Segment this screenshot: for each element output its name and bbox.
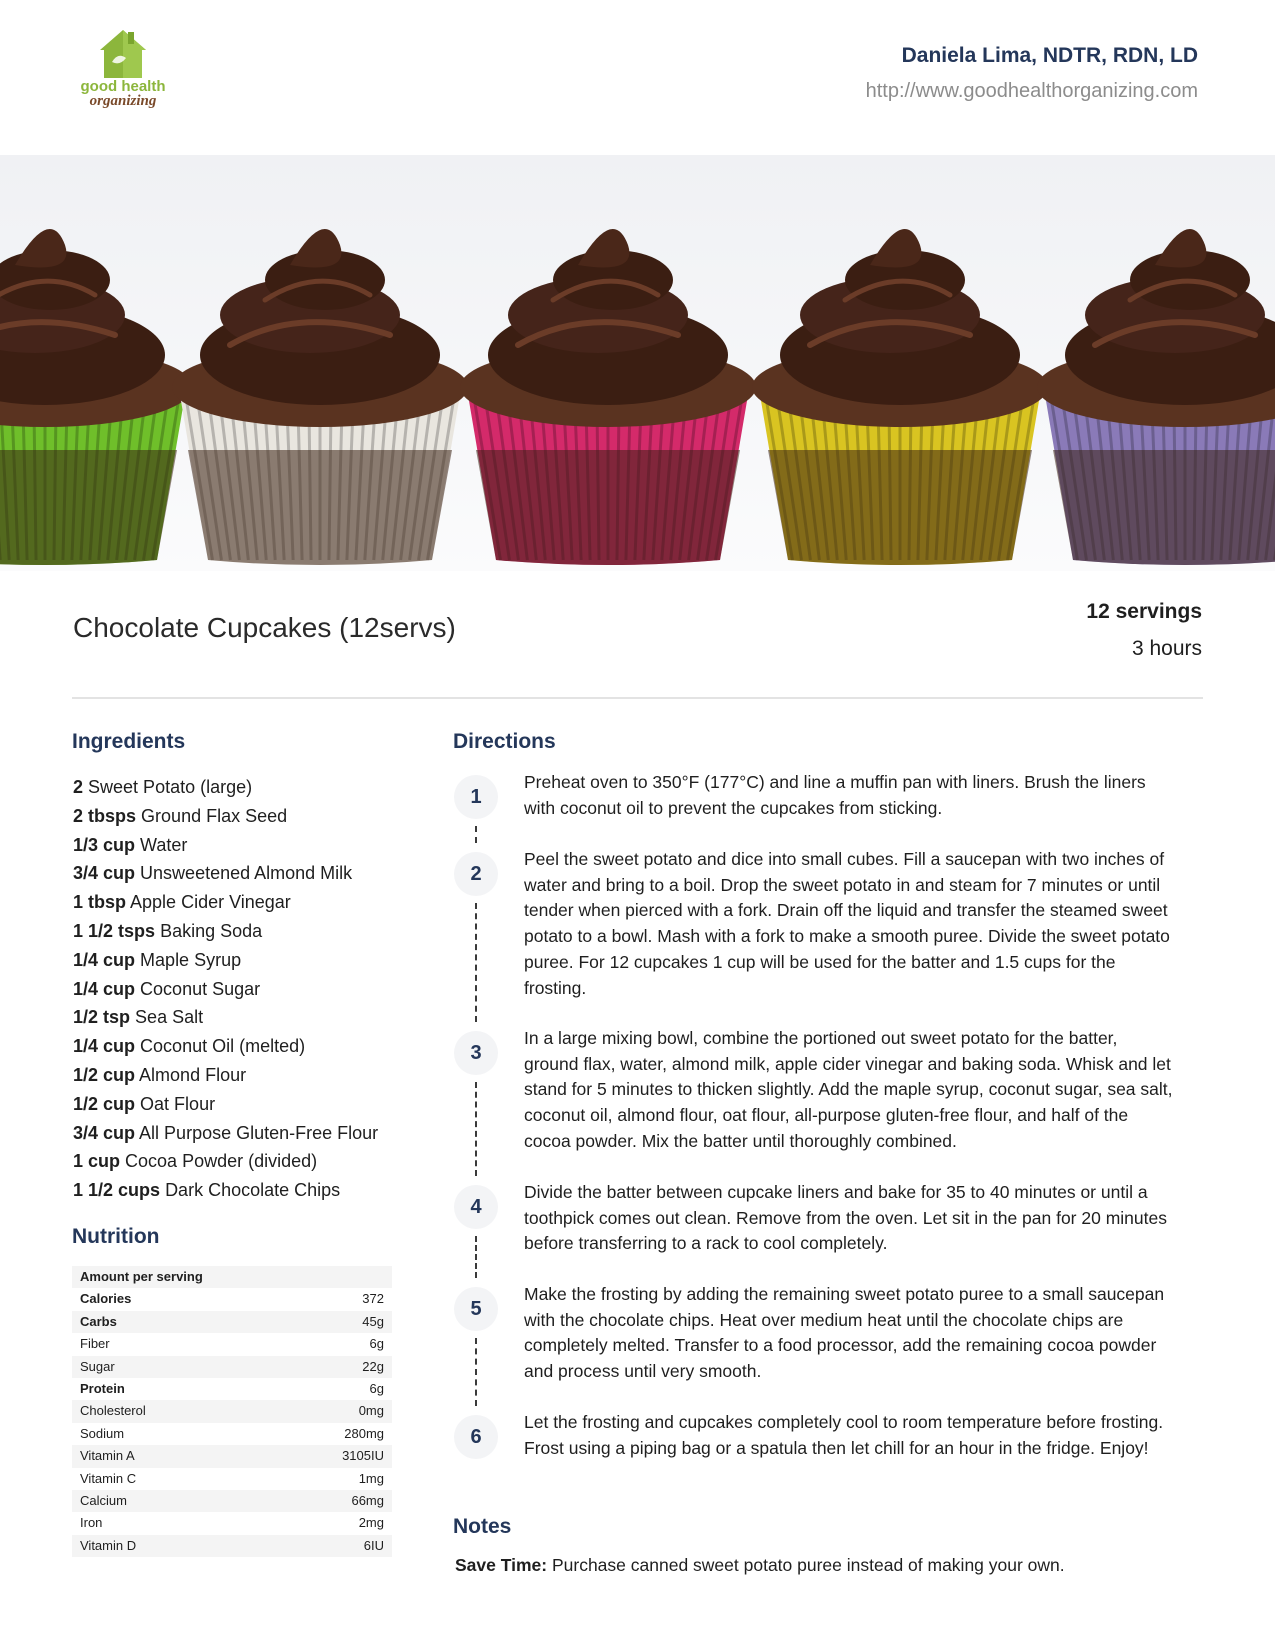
ingredient-name: Baking Soda bbox=[160, 920, 263, 941]
nutrition-row bbox=[72, 1378, 392, 1400]
nutrition-value: 6IU bbox=[363, 1537, 384, 1553]
recipe-title: Chocolate Cupcakes (12servs) bbox=[73, 612, 456, 643]
nutrition-label: Vitamin D bbox=[80, 1537, 137, 1553]
ingredient-quantity: 1/2 tsp bbox=[73, 1007, 131, 1028]
ingredient-item bbox=[73, 888, 453, 917]
step-text: Preheat oven to 350°F (177°C) and line a muffin pan with liners. Brush the liners with coconut oil to prevent the cupcakes from sticking. bbox=[524, 772, 1146, 818]
ingredient-name: Ground Flax Seed bbox=[141, 805, 288, 826]
ingredient-item bbox=[73, 802, 453, 831]
ingredient-quantity: 1/4 cup bbox=[73, 1036, 136, 1057]
nutrition-label: Fiber bbox=[80, 1336, 110, 1352]
nutrition-label: Cholesterol bbox=[80, 1403, 146, 1419]
nutrition-label: Calcium bbox=[80, 1492, 127, 1508]
cupcakes-photo bbox=[0, 155, 1275, 571]
nutrition-label: Sodium bbox=[80, 1425, 125, 1441]
nutrition-value: 372 bbox=[362, 1291, 384, 1307]
ingredient-name: Coconut Sugar bbox=[140, 978, 261, 999]
step-connector bbox=[475, 826, 477, 843]
nutrition-value: 280mg bbox=[344, 1425, 384, 1441]
ingredient-item bbox=[73, 975, 453, 1004]
ingredient-name: Oat Flour bbox=[140, 1093, 216, 1114]
servings: 12 servings bbox=[1086, 600, 1202, 623]
step-text: Make the frosting by adding the remaining sweet potato puree to a small saucepan with the chocolate chips. Heat over medium heat until the chocolate chips are completely melted. Transfer to a food processor, add the remaining cocoa powder and process until very smooth. bbox=[524, 1284, 1165, 1382]
nutrition-value: 6g bbox=[369, 1336, 384, 1352]
step-text: Peel the sweet potato and dice into small cubes. Fill a saucepan with two inches of water and bring to a boil. Drop the sweet potato in and steam for 7 minutes or until tender when pierced with a fork. Drain off the liquid and transfer the steamed sweet potato to a bowl. Mash with a fork to make a smooth puree. Divide the sweet potato puree. For 12 cupcakes 1 cup will be used for the batter and 1.5 cups for the frosting. bbox=[524, 849, 1170, 998]
hero-image bbox=[0, 155, 1275, 571]
ingredient-name: Cocoa Powder (divided) bbox=[125, 1151, 318, 1172]
nutrition-row bbox=[72, 1288, 392, 1310]
nutrition-label: Iron bbox=[80, 1515, 103, 1531]
step-number-badge: 6 bbox=[454, 1415, 498, 1459]
author-name: Daniela Lima, NDTR, RDN, LD bbox=[901, 44, 1198, 67]
step-text: Let the frosting and cupcakes completely cool to room temperature before frosting. Frost using a piping bag or a spatula then let chill for an hour in the fridge. Enjoy! bbox=[524, 1412, 1164, 1458]
nutrition-row bbox=[72, 1333, 392, 1355]
ingredient-item bbox=[73, 1032, 453, 1061]
nutrition-row bbox=[72, 1423, 392, 1445]
ingredient-name: Apple Cider Vinegar bbox=[130, 892, 291, 913]
ingredient-item bbox=[73, 773, 453, 802]
ingredient-item bbox=[73, 1061, 453, 1090]
nutrition-value: 45g bbox=[362, 1313, 384, 1329]
ingredient-quantity: 1/4 cup bbox=[73, 978, 136, 999]
house-logo-icon bbox=[98, 28, 148, 80]
cupcake bbox=[752, 229, 1048, 565]
nutrition-value: 22g bbox=[362, 1358, 384, 1374]
nutrition-row bbox=[72, 1356, 392, 1378]
step-connector bbox=[475, 1082, 477, 1176]
cupcake bbox=[172, 229, 468, 565]
step-number-badge: 3 bbox=[454, 1031, 498, 1075]
ingredient-name: Sea Salt bbox=[135, 1007, 204, 1028]
cupcake bbox=[460, 229, 756, 565]
step-connector bbox=[475, 1338, 477, 1406]
logo-text-line2: organizing bbox=[89, 93, 157, 109]
nutrition-row bbox=[72, 1311, 392, 1333]
notes-label: Save Time: bbox=[455, 1555, 548, 1575]
ingredient-item bbox=[73, 917, 453, 946]
notes-text bbox=[455, 1555, 1065, 1576]
nutrition-table bbox=[72, 1266, 392, 1557]
ingredient-item bbox=[73, 859, 453, 888]
divider bbox=[72, 697, 1203, 699]
ingredient-item bbox=[73, 831, 453, 860]
ingredient-quantity: 1/2 cup bbox=[73, 1064, 136, 1085]
ingredients-list bbox=[73, 773, 453, 1205]
ingredient-name: Maple Syrup bbox=[140, 949, 242, 970]
nutrition-header-row bbox=[72, 1266, 392, 1288]
total-time: 3 hours bbox=[1131, 637, 1202, 660]
nutrition-row bbox=[72, 1512, 392, 1534]
nutrition-label: Calories bbox=[80, 1291, 132, 1307]
step-number-badge: 1 bbox=[454, 775, 498, 819]
nutrition-row bbox=[72, 1490, 392, 1512]
ingredient-item bbox=[73, 1003, 453, 1032]
ingredient-item bbox=[73, 1147, 453, 1176]
ingredient-quantity: 1/3 cup bbox=[73, 834, 136, 855]
ingredient-quantity: 1/2 cup bbox=[73, 1093, 136, 1114]
nutrition-value: 6g bbox=[369, 1380, 384, 1396]
ingredient-name: Dark Chocolate Chips bbox=[165, 1180, 341, 1201]
ingredient-item bbox=[73, 1176, 453, 1205]
nutrition-heading: Nutrition bbox=[72, 1225, 160, 1248]
nutrition-value: 0mg bbox=[358, 1403, 384, 1419]
cupcake bbox=[1037, 229, 1275, 565]
ingredient-item bbox=[73, 946, 453, 975]
ingredient-name: Water bbox=[140, 834, 188, 855]
ingredient-name: Almond Flour bbox=[139, 1064, 247, 1085]
ingredient-name: All Purpose Gluten-Free Flour bbox=[139, 1122, 379, 1143]
step-number-badge: 5 bbox=[454, 1287, 498, 1331]
notes-body: Purchase canned sweet potato puree instead of making your own. bbox=[551, 1555, 1065, 1575]
cupcake bbox=[0, 229, 193, 565]
ingredient-quantity: 1 cup bbox=[73, 1151, 121, 1172]
notes-heading: Notes bbox=[453, 1515, 512, 1538]
nutrition-label: Carbs bbox=[80, 1313, 117, 1329]
directions-heading: Directions bbox=[453, 730, 556, 753]
step-number-badge: 4 bbox=[454, 1185, 498, 1229]
nutrition-header-label: Amount per serving bbox=[80, 1269, 203, 1284]
ingredients-heading: Ingredients bbox=[72, 730, 186, 753]
nutrition-label: Protein bbox=[80, 1380, 125, 1396]
nutrition-value: 2mg bbox=[358, 1515, 384, 1531]
step-connector bbox=[475, 1236, 477, 1278]
ingredient-item bbox=[73, 1119, 453, 1148]
ingredient-quantity: 1/4 cup bbox=[73, 949, 136, 970]
website-link[interactable]: http://www.goodhealthorganizing.com bbox=[865, 80, 1198, 102]
ingredient-item bbox=[73, 1090, 453, 1119]
ingredient-quantity: 1 tbsp bbox=[73, 892, 127, 913]
step-text: Divide the batter between cupcake liners and bake for 35 to 40 minutes or until a toothpick comes out clean. Remove from the oven. Let sit in the pan for 20 minutes before transferring to a rack to cool completely. bbox=[524, 1182, 1167, 1254]
nutrition-label: Vitamin A bbox=[80, 1448, 135, 1464]
ingredient-quantity: 1 1/2 tsps bbox=[73, 920, 156, 941]
ingredient-name: Sweet Potato (large) bbox=[88, 777, 253, 797]
logo bbox=[78, 28, 168, 112]
nutrition-label: Vitamin C bbox=[80, 1470, 137, 1486]
nutrition-row bbox=[72, 1468, 392, 1490]
nutrition-row bbox=[72, 1445, 392, 1467]
ingredient-quantity: 1 1/2 cups bbox=[73, 1180, 161, 1201]
nutrition-label: Sugar bbox=[80, 1358, 115, 1374]
nutrition-row bbox=[72, 1400, 392, 1422]
nutrition-value: 3105IU bbox=[342, 1448, 384, 1464]
step-connector bbox=[475, 903, 477, 1022]
logo-text-line1: good health bbox=[80, 78, 166, 95]
ingredient-quantity: 3/4 cup bbox=[73, 1122, 136, 1143]
step-text: In a large mixing bowl, combine the portioned out sweet potato for the batter, ground flax, water, almond milk, apple cider vinegar and baking soda. Whisk and let stand for 5 minutes to thicken slightly. Add the maple syrup, coconut sugar, sea salt, coconut oil, almond flour, oat flour, all-purpose gluten-free flour, and half of the cocoa powder. Mix the batter until thoroughly combined. bbox=[524, 1028, 1173, 1151]
nutrition-row bbox=[72, 1535, 392, 1557]
nutrition-value: 1mg bbox=[358, 1470, 384, 1486]
ingredient-name: Unsweetened Almond Milk bbox=[140, 863, 353, 884]
nutrition-value: 66mg bbox=[351, 1492, 384, 1508]
ingredient-name: Coconut Oil (melted) bbox=[140, 1036, 306, 1057]
ingredient-quantity: 2 bbox=[73, 777, 84, 797]
ingredient-quantity: 2 tbsps bbox=[73, 805, 137, 826]
ingredient-quantity: 3/4 cup bbox=[73, 863, 136, 884]
step-number-badge: 2 bbox=[454, 852, 498, 896]
